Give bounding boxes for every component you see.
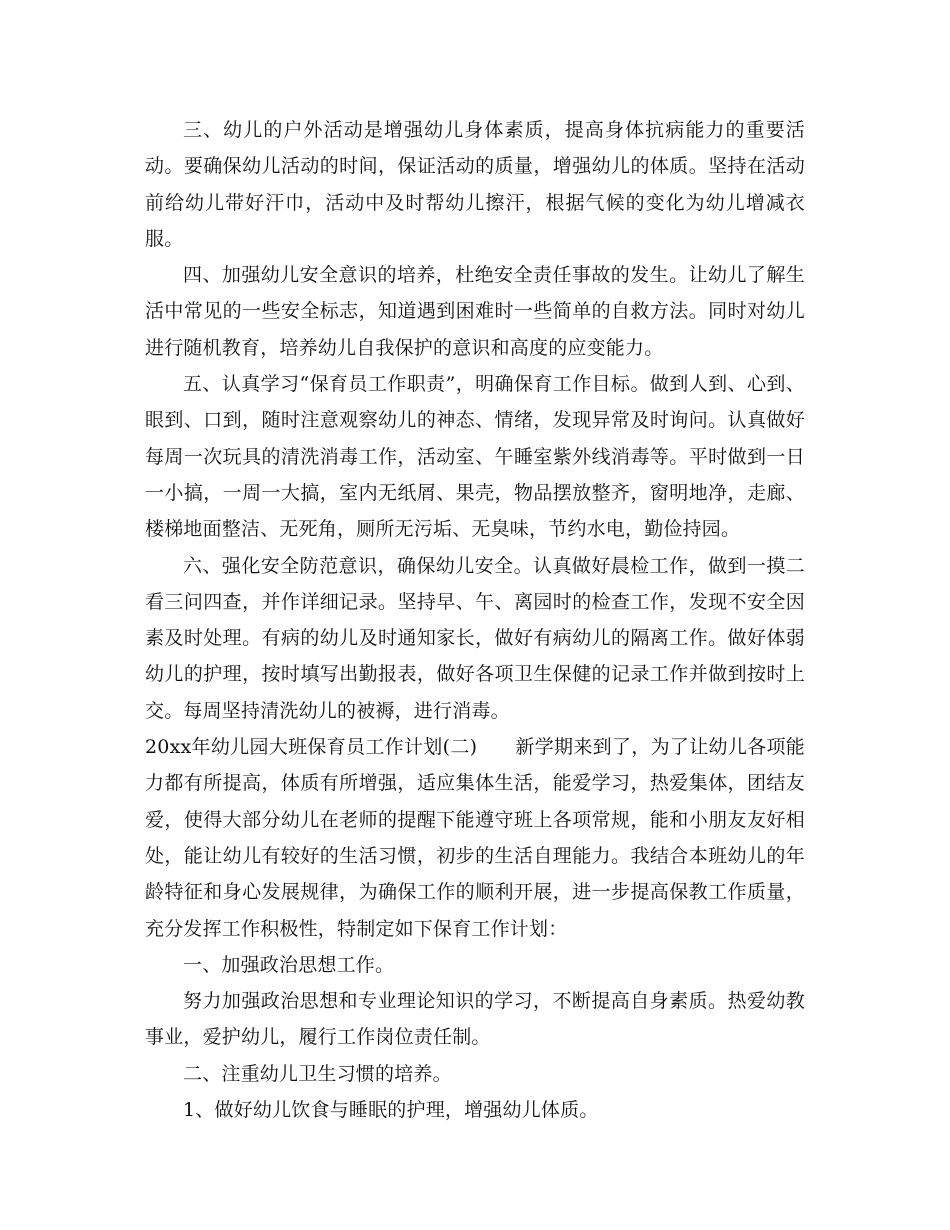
section-intro-text: 新学期来到了，为了让幼儿各项能力都有所提高，体质有所增强，适应集体生活，能爱学习，热爱集体，团结友爱，使得大部分幼儿在老师的提醒下能遵守班上各项常规，能和小朋友友好相处，能让幼儿有较好的生活习惯，初步的生活自理能力。我结合本班幼儿的年龄特征和身心发展规律，为确保工作的顺利开展，进一步提高保教工作质量，充分发挥工作积极性，特制定如下保育工作计划： <box>145 736 805 940</box>
paragraph-section-intro <box>145 729 805 947</box>
paragraph-caregiver-duties: 五、认真学习“保育员工作职责”，明确保育工作目标。做到人到、心到、眼到、口到，随时注意观察幼儿的神态、情绪，发现异常及时询问。认真做好每周一次玩具的清洗消毒工作，活动室、午睡室紫外线消毒等。平时做到一日一小搞，一周一大搞，室内无纸屑、果壳，物品摆放整齐，窗明地净，走廊、楼梯地面整洁、无死角，厕所无污垢、无臭味，节约水电，勤俭持园。 <box>145 373 805 541</box>
heading-hygiene-habits: 二、注重幼儿卫生习惯的培养。 <box>183 1062 452 1085</box>
document-page <box>145 112 805 1128</box>
item-diet-sleep-care: 1、做好幼儿饮食与睡眠的护理，增强幼儿体质。 <box>183 1099 599 1122</box>
paragraph-safety-awareness: 四、加强幼儿安全意识的培养，杜绝安全责任事故的发生。让幼儿了解生活中常见的一些安全标志，知道遇到困难时一些简单的自救方法。同时对幼儿进行随机教育，培养幼儿自我保护的意识和高度的应变能力。 <box>145 264 805 359</box>
section-title: 20xx年幼儿园大班保育员工作计划(二) <box>145 736 478 759</box>
heading-political-work: 一、加强政治思想工作。 <box>183 953 395 976</box>
paragraph-political-study: 努力加强政治思想和专业理论知识的学习，不断提高自身素质。热爱幼教事业，爱护幼儿，履行工作岗位责任制。 <box>145 990 805 1049</box>
paragraph-safety-prevention: 六、强化安全防范意识，确保幼儿安全。认真做好晨检工作，做到一摸二看三问四查，并作详细记录。坚持早、午、离园时的检查工作，发现不安全因素及时处理。有病的幼儿及时通知家长，做好有病幼儿的隔离工作。做好体弱幼儿的护理，按时填写出勤报表，做好各项卫生保健的记录工作并做到按时上交。每周坚持清洗幼儿的被褥，进行消毒。 <box>145 554 805 722</box>
paragraph-outdoor-activity: 三、幼儿的户外活动是增强幼儿身体素质，提高身体抗病能力的重要活动。要确保幼儿活动的时间，保证活动的质量，增强幼儿的体质。坚持在活动前给幼儿带好汗巾，活动中及时帮幼儿擦汗，根据气候的变化为幼儿增减衣服。 <box>145 119 805 250</box>
